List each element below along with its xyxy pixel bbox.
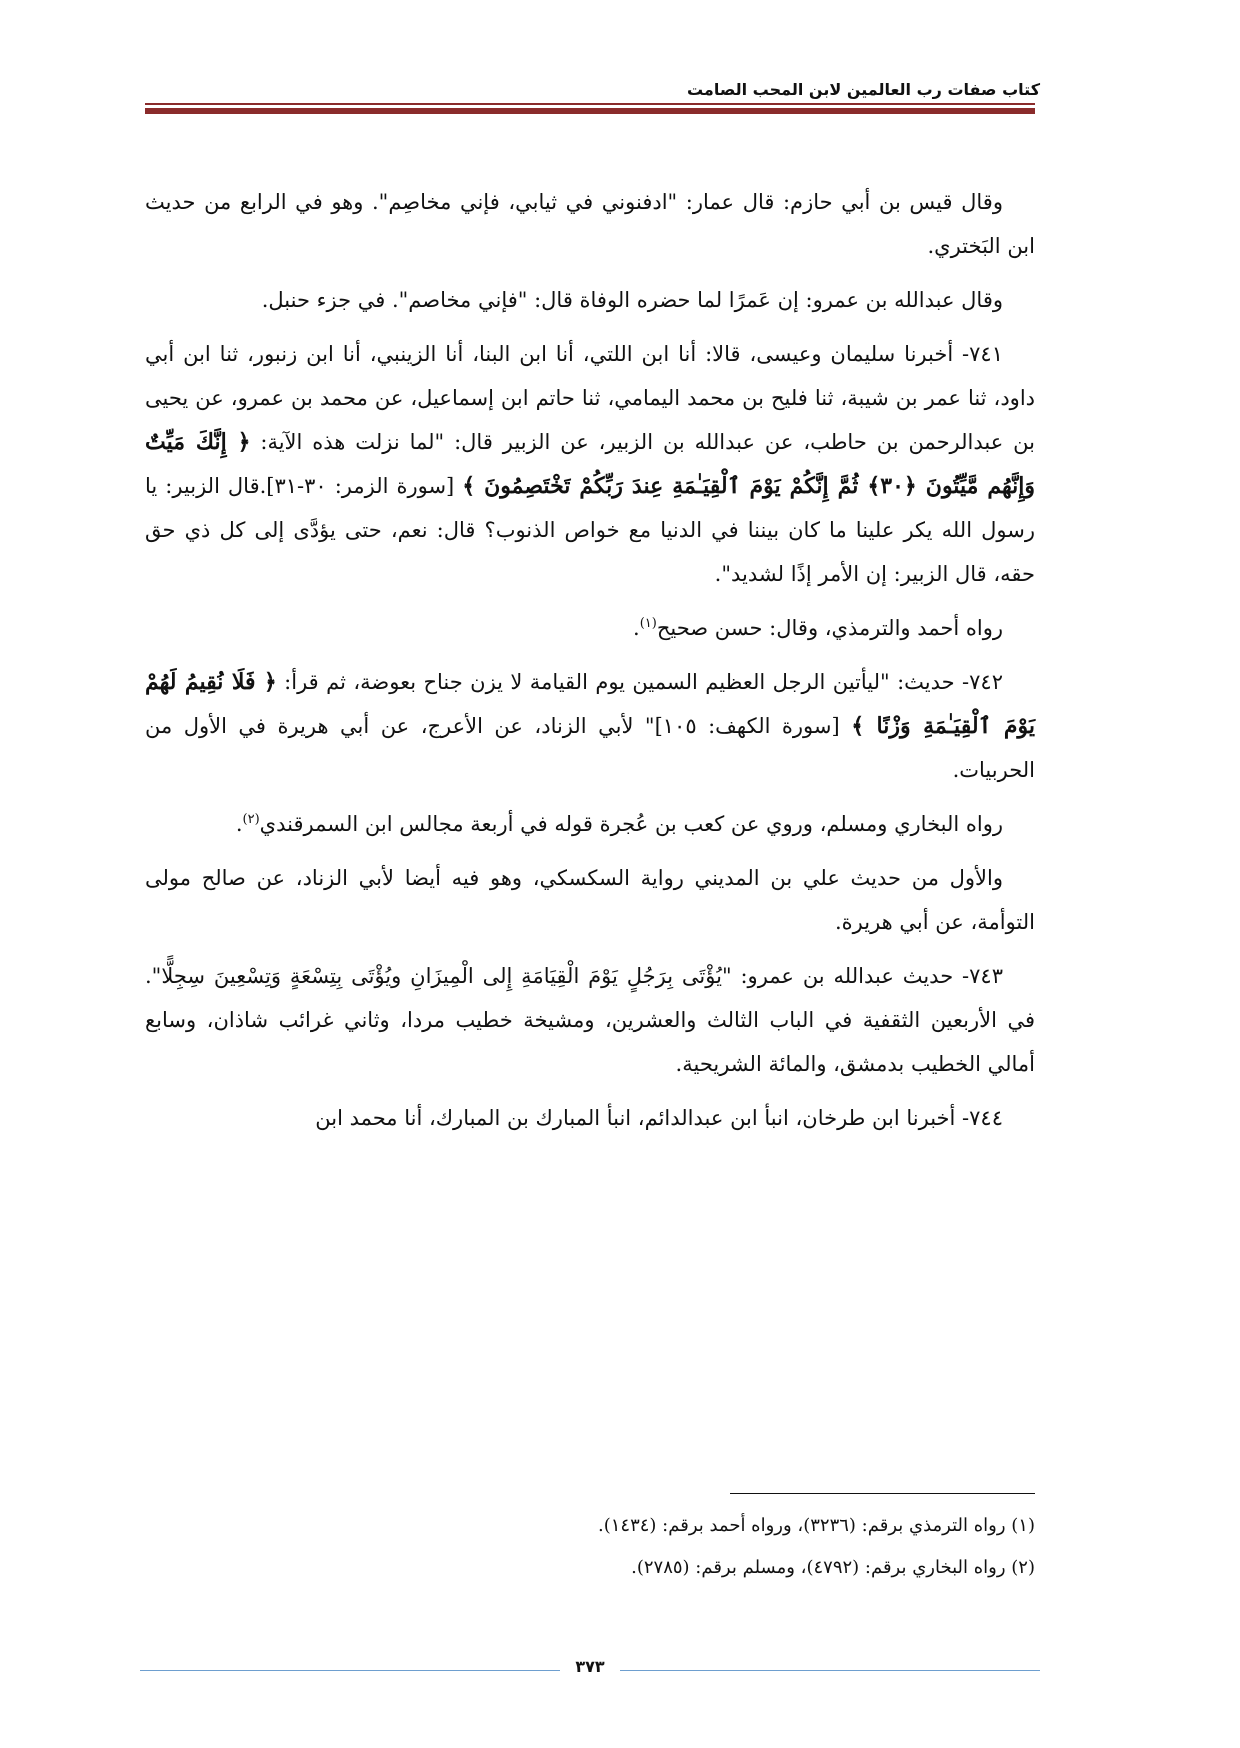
header-rule-thin xyxy=(145,103,1035,105)
main-text xyxy=(145,180,1035,1150)
paragraph-abdullah-amr: وقال عبدالله بن عمرو: إن عَمرًا لما حضره الوفاة قال: "فإني مخاصم". في جزء حنبل. xyxy=(261,288,1003,312)
paragraph-hadith-743: ٧٤٣- حديث عبدالله بن عمرو: "يُؤْتَى بِرَجُلٍ يَوْمَ الْقِيَامَةِ إِلى الْمِيزَانِ ويُؤْتَى بِتِسْعَةٍ وَتِسْعِينَ سِجِلًّا". في الأربعين الثقفية في الباب الثالث والعشرين، ومشيخة خطيب مردا، وثاني غرائب شاذان، وسابع أمالي الخطيب بدمشق، والمائة الشريحية. xyxy=(145,964,1035,1076)
hadith-741-text: ٧٤١- أخبرنا سليمان وعيسى، قالا: أنا ابن اللتي، أنا ابن البنا، أنا الزينبي، أنا ابن زنبور، ثنا ابن أبي داود، ثنا عمر بن شيبة، ثنا فليح بن محمد اليمامي، ثنا حاتم ابن إسماعيل، عن محمد بن عمرو، عن يحيى بن عبدالرحمن بن حاطب، عن عبدالله بن الزبير، عن الزبير قال: "لما نزلت هذه الآية: xyxy=(145,342,1035,454)
narration-ahmad-text: رواه أحمد والترمذي، وقال: حسن صحيح xyxy=(656,616,1003,640)
footnote-ref-2[interactable]: (٢) xyxy=(242,812,260,827)
quran-verse-zumar: ﴿ إِنَّكَ مَيِّتٌ وَإِنَّهُم مَّيِّتُونَ ﴿٣٠﴾ ثُمَّ إِنَّكُمْ يَوْمَ ٱلْقِيَـٰمَةِ عِندَ رَبِّكُمْ تَخْتَصِمُونَ ﴾ xyxy=(145,429,1035,499)
running-header-title: كتاب صفات رب العالمين لابن المحب الصامت xyxy=(686,80,1040,99)
paragraph-ali-madini: والأول من حديث علي بن المديني رواية السكسكي، وهو فيه أيضا لأبي الزناد، عن صالح مولى التوأمة، عن أبي هريرة. xyxy=(145,866,1035,934)
sentence-end-mark: . xyxy=(633,616,640,640)
paragraph-hadith-741 xyxy=(145,332,1035,596)
paragraph-narration-bukhari xyxy=(145,802,1035,846)
sentence-end-mark: . xyxy=(235,812,243,836)
hadith-742-text: ٧٤٢- حديث: "ليأتين الرجل العظيم السمين يوم القيامة لا يزن جناح بعوضة، ثم قرأ: xyxy=(276,670,1003,694)
footnote-1: (١) رواه الترمذي برقم: (٣٢٣٦)، ورواه أحمد برقم: (١٤٣٤). xyxy=(598,1515,1035,1536)
footnotes-section xyxy=(145,1505,1035,1589)
footer-rule-left xyxy=(140,1670,560,1671)
paragraph-qays: وقال قيس بن أبي حازم: قال عمار: "ادفنوني في ثيابي، فإني مخاصِم". وهو في الرابع من حديث ابن البَختري. xyxy=(145,190,1035,258)
footnote-ref-1[interactable]: (١) xyxy=(639,616,657,631)
footnote-separator xyxy=(730,1493,1035,1494)
header-rule-thick xyxy=(145,108,1035,114)
narration-bukhari-text: رواه البخاري ومسلم، وروي عن كعب بن عُجرة قوله في أربعة مجالس ابن السمرقندي xyxy=(259,812,1003,836)
hadith-741-continuation: [سورة الزمر: ٣٠-٣١].قال الزبير: يا رسول الله يكر علينا ما كان بيننا في الدنيا مع خواص الذنوب؟ قال: نعم، حتى يؤدَّى إلى كل ذي حق حقه، قال الزبير: إن الأمر إذًا لشديد". xyxy=(145,474,1035,586)
quran-verse-kahf: ﴿ فَلَا نُقِيمُ لَهُمْ يَوْمَ ٱلْقِيَـٰمَةِ وَزْنًا ﴾ xyxy=(145,669,1035,739)
paragraph-hadith-742 xyxy=(145,660,1035,792)
footnote-2: (٢) رواه البخاري برقم: (٤٧٩٢)، ومسلم برقم: (٢٧٨٥). xyxy=(631,1557,1035,1578)
page-number: ٣٧٣ xyxy=(575,1657,605,1676)
paragraph-hadith-744: ٧٤٤- أخبرنا ابن طرخان، انبأ ابن عبدالدائم، انبأ المبارك بن المبارك، أنا محمد ابن xyxy=(315,1106,1003,1130)
paragraph-narration-ahmad xyxy=(145,606,1035,650)
footer-rule-right xyxy=(620,1670,1040,1671)
hadith-742-continuation: [سورة الكهف: ١٠٥]" لأبي الزناد، عن الأعرج، عن أبي هريرة في الأول من الحربيات. xyxy=(145,714,1035,782)
